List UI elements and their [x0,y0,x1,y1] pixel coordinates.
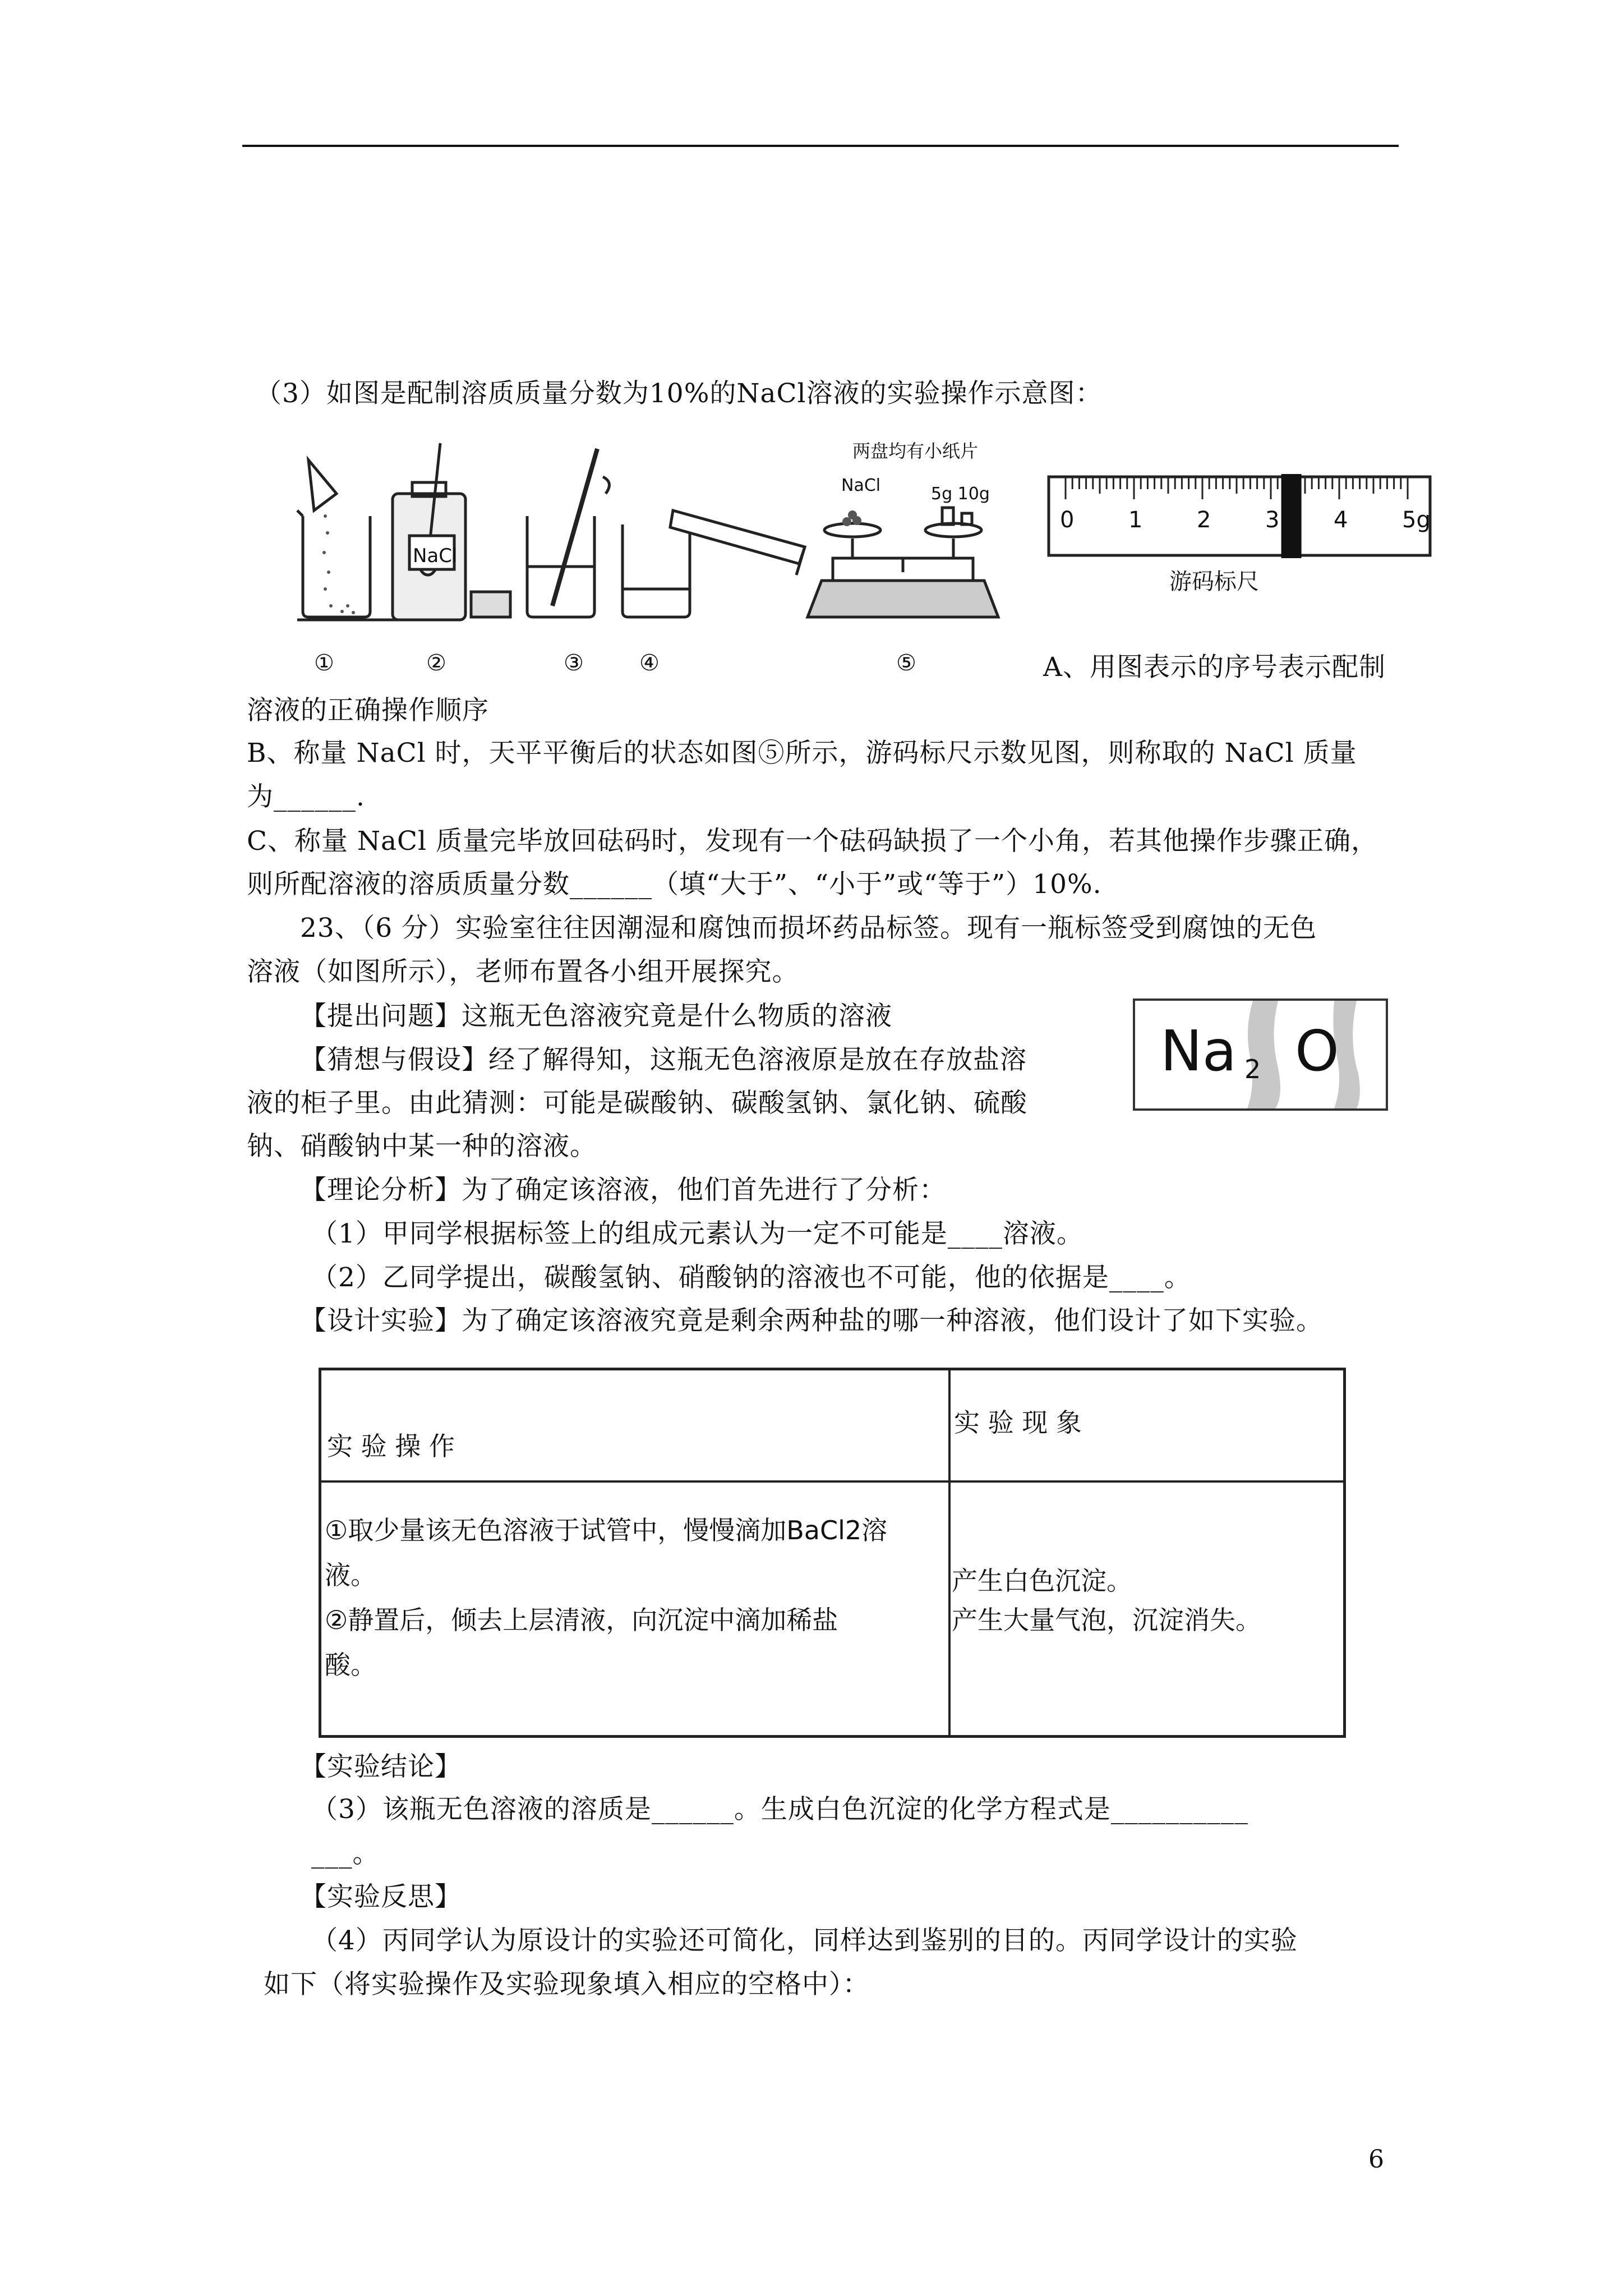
operation-line1: ①取少量该无色溶液于试管中，慢慢滴加BaCl2溶 [325,1515,888,1545]
observation-line1: 产生白色沉淀。 [952,1566,1132,1596]
part-b-line1: B、称量 NaCl 时，天平平衡后的状态如图⑤所示，游码标尺示数见图，则称取的 NaCl 质量 [247,738,1357,769]
q23-line2: 溶液（如图所示），老师布置各小组开展探究。 [247,956,799,987]
balance-icon [808,508,998,617]
part-c-line1: C、称量 NaCl 质量完毕放回砝码时，发现有一个砝码缺损了一个小角，若其他操作步骤正确， [247,826,1378,857]
balance-pan-label: NaCl [841,476,881,495]
header-operation: 实 验 操 作 [327,1431,455,1461]
ruler-tick-label: 5g [1402,507,1431,533]
rider-marker [1281,474,1302,558]
figure-label-2: ② [426,650,446,676]
label-na: Na [1160,1018,1237,1084]
beaker-cylinder-icon [623,510,805,617]
part-a-line1: A、用图表示的序号表示配制 [1043,652,1386,683]
reflection-q4-line2: 如下（将实验操作及实验现象填入相应的空格中）： [264,1969,870,2000]
beaker-stirring-icon [527,449,609,617]
nacl-bottle-label: NaCl [413,545,458,567]
figure-label-5: ⑤ [896,650,916,676]
reflection-heading: 【实验反思】 [300,1881,462,1912]
part-b-line2: 为______. [247,781,365,812]
hypothesis-line1: 【猜想与假设】经了解得知，这瓶无色溶液原是放在存放盐溶 [300,1045,1027,1075]
part-c-line2: 则所配溶液的溶质质量分数______（填“大于”、“小于”或“等于”）10%. [247,869,1102,900]
hypothesis-line2: 液的柜子里。由此猜测：可能是碳酸钠、碳酸氢钠、氯化钠、硫酸 [247,1088,1027,1119]
conclusion-q3-line1: （3）该瓶无色溶液的溶质是______。生成白色沉淀的化学方程式是__________ [311,1794,1248,1825]
ruler-tick-label: 2 [1197,507,1211,533]
figure-label-3: ③ [564,650,584,676]
ruler-tick-label: 1 [1128,507,1143,533]
header-rule [242,145,1399,147]
figure-label-4: ④ [639,650,660,676]
observation-line2: 产生大量气泡，沉淀消失。 [952,1605,1261,1635]
header-observation: 实 验 现 象 [954,1407,1082,1438]
beaker-pouring-icon [297,460,404,620]
hypothesis-line3: 钠、硝酸钠中某一种的溶液。 [247,1131,597,1162]
page-number: 6 [1368,2145,1385,2174]
conclusion-heading: 【实验结论】 [300,1751,462,1782]
ruler-tick-label: 4 [1334,507,1348,533]
problem-statement: 【提出问题】这瓶无色溶液究竟是什么物质的溶液 [300,1001,892,1032]
analysis-heading: 【理论分析】为了确定该溶液，他们首先进行了分析： [300,1175,946,1205]
part-a-line2: 溶液的正确操作顺序 [247,695,489,726]
reflection-q4-line1: （4）丙同学认为原设计的实验还可简化，同样达到鉴别的目的。丙同学设计的实验 [311,1925,1298,1956]
balance-note: 两盘均有小纸片 [852,440,979,462]
design-heading: 【设计实验】为了确定该溶液究竟是剩余两种盐的哪一种溶液，他们设计了如下实验。 [300,1305,1323,1336]
ruler-tick-label: 0 [1060,507,1075,533]
operation-line3: ②静置后，倾去上层清液，向沉淀中滴加稀盐 [325,1605,838,1635]
figure-label-1: ① [314,650,334,676]
q23-line1: 23、（6 分）实验室往往因潮湿和腐蚀而损坏药品标签。现有一瓶标签受到腐蚀的无色 [300,913,1317,944]
ruler-tick-label: 3 [1265,507,1280,533]
corroded-label-image [1133,999,1388,1111]
q3-intro: （3）如图是配制溶质质量分数为10%的NaCl溶液的实验操作示意图： [255,378,1103,409]
weights-label: 5g 10g [931,484,990,504]
conclusion-q3-line2: ___。 [311,1838,380,1869]
experiment-table [319,1368,1346,1738]
ruler-caption: 游码标尺 [1169,569,1259,595]
nacl-bottle-icon [393,443,510,620]
label-o: O [1295,1018,1339,1084]
analysis-q2: （2）乙同学提出，碳酸氢钠、硝酸钠的溶液也不可能，他的依据是____。 [311,1262,1191,1293]
operation-line2: 液。 [325,1560,376,1590]
analysis-q1: （1）甲同学根据标签上的组成元素认为一定不可能是____溶液。 [311,1218,1083,1249]
operation-line4: 酸。 [325,1650,376,1680]
label-subscript: 2 [1244,1054,1261,1084]
